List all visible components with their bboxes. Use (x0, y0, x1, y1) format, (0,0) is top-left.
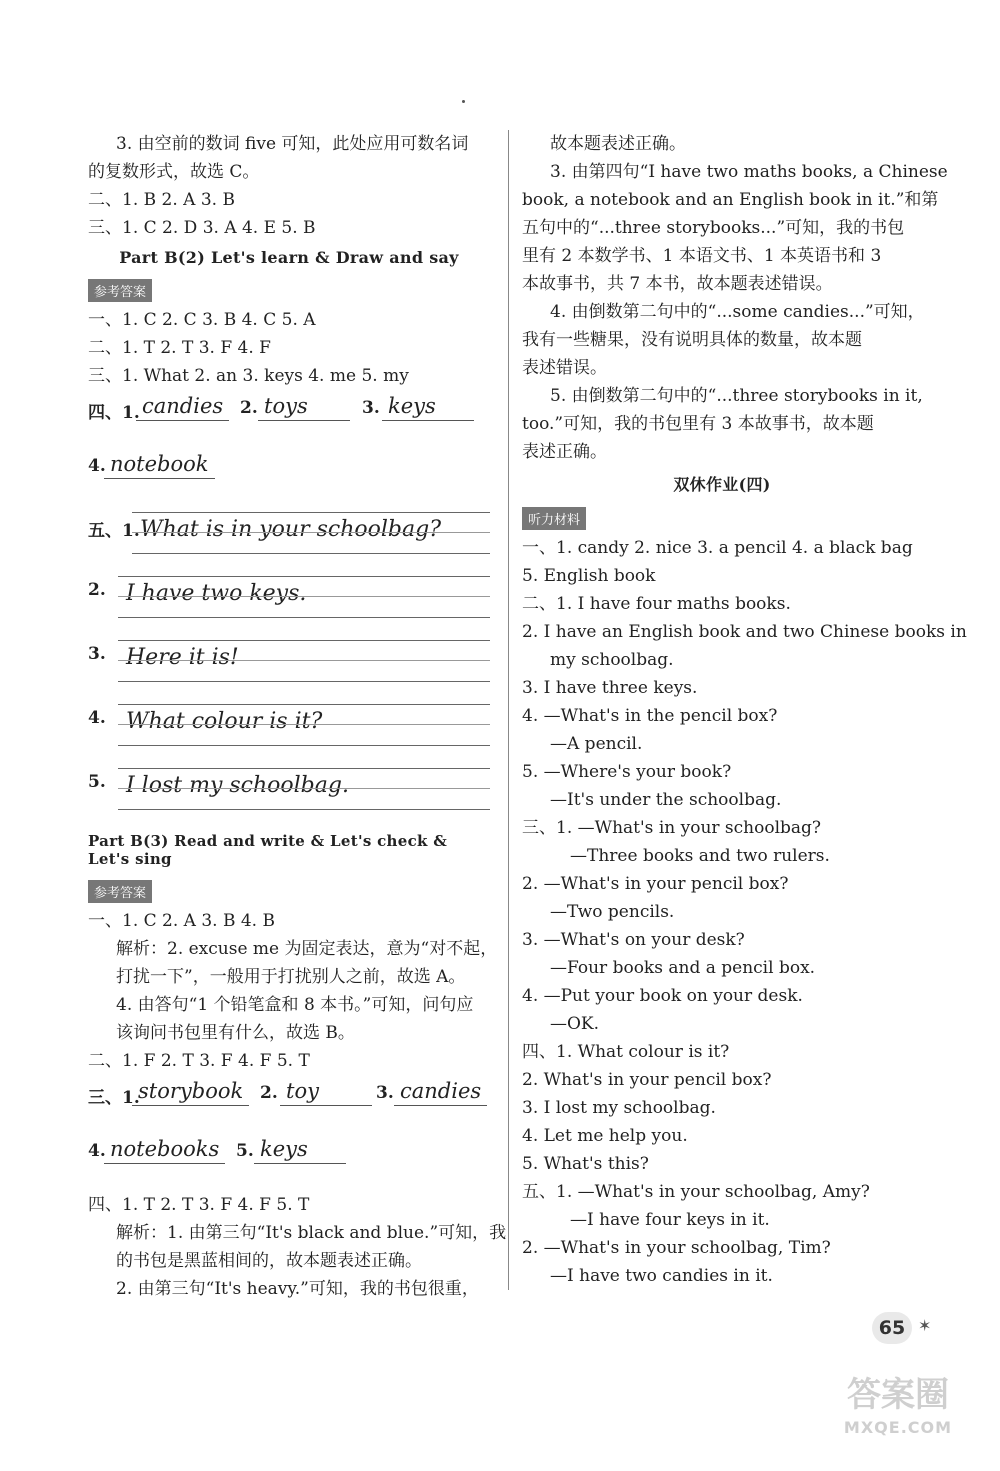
explain-line: 4. 由倒数第二句中的“...some candies...”可知， (550, 302, 925, 322)
handwritten-answer: notebook (104, 452, 215, 479)
writing-row (88, 762, 490, 826)
explain-line: book, a notebook and an English book in it.”和第 (522, 190, 939, 210)
listening-line: —It's under the schoolbag. (550, 790, 782, 810)
explain-line: 4. 由答句“1 个铅笔盒和 8 本书。”可知，问句应 (116, 995, 474, 1015)
listening-line: 一、1. candy 2. nice 3. a pencil 4. a black bag (522, 538, 913, 558)
handwriting-row (88, 1075, 490, 1133)
answer-line: 一、1. C 2. A 3. B 4. B (88, 911, 275, 931)
star-icon: ✶ (918, 1316, 932, 1335)
handwriting-row (88, 390, 490, 448)
item-number: 3. (376, 1083, 394, 1103)
item-number: 三、1. (88, 1088, 140, 1108)
listening-line: 2. I have an English book and two Chinese books in (522, 622, 967, 642)
item-number: 4. (88, 708, 106, 728)
explain-line: 3. 由空前的数词 five 可知，此处应用可数名词 (116, 134, 469, 154)
listening-line: 4. Let me help you. (522, 1126, 688, 1146)
listening-line: my schoolbag. (550, 650, 674, 670)
handwriting-row (88, 448, 490, 506)
item-number: 3. (362, 398, 380, 418)
handwritten-sentence: What colour is it? (126, 709, 323, 734)
item-number: 4. (88, 456, 106, 476)
listening-line: —I have two candies in it. (550, 1266, 773, 1286)
item-number: 2. (240, 398, 258, 418)
left-column (88, 130, 507, 1303)
explain-line: 解析：1. 由第三句“It's black and blue.”可知，我 (116, 1223, 507, 1243)
item-number: 2. (88, 580, 106, 600)
answer-line: 三、1. What 2. an 3. keys 4. me 5. my (88, 366, 409, 386)
handwriting-row (88, 1133, 490, 1191)
handwritten-answer: candies (394, 1079, 487, 1106)
answer-line: 二、1. F 2. T 3. F 4. F 5. T (88, 1051, 310, 1071)
listening-line: —OK. (550, 1014, 600, 1034)
writing-row (88, 634, 490, 698)
page-number: 65 (872, 1312, 912, 1344)
listening-line: 五、1. —What's in your schoolbag, Amy? (522, 1182, 870, 1202)
handwritten-answer: notebooks (104, 1137, 225, 1164)
item-number: 五、1. (88, 521, 140, 541)
listening-line: 四、1. What colour is it? (522, 1042, 730, 1062)
handwritten-answer: toy (280, 1079, 372, 1106)
handwritten-answer: keys (254, 1137, 346, 1164)
listening-line: 3. I have three keys. (522, 678, 698, 698)
explain-line: 故本题表述正确。 (550, 134, 686, 154)
listening-line: 5. English book (522, 566, 656, 586)
explain-line: 2. 由第三句“It's heavy.”可知，我的书包很重， (116, 1279, 479, 1299)
listening-line: 三、1. —What's in your schoolbag? (522, 818, 822, 838)
explain-line: 解析：2. excuse me 为固定表达，意为“对不起， (116, 939, 498, 959)
item-number: 2. (260, 1083, 278, 1103)
answer-line-san: 三、1. C 2. D 3. A 4. E 5. B (88, 218, 316, 238)
explain-line: 的复数形式，故选 C。 (88, 162, 260, 182)
answer-line: 二、1. T 2. T 3. F 4. F (88, 338, 271, 358)
explain-line: 5. 由倒数第二句中的“...three storybooks in it, (550, 386, 923, 406)
explain-line: 该询问书包里有什么，故选 B。 (116, 1023, 355, 1043)
listening-line: 二、1. I have four maths books. (522, 594, 791, 614)
writing-row (88, 698, 490, 762)
scan-dot (462, 100, 465, 103)
listening-line: 4. —Put your book on your desk. (522, 986, 803, 1006)
listening-line: 4. —What's in the pencil box? (522, 706, 778, 726)
listening-line: 5. What's this? (522, 1154, 649, 1174)
section-title-weekend: 双休作业(四) (673, 475, 771, 494)
explain-line: 五句中的“...three storybooks...”可知，我的书包 (522, 218, 905, 238)
handwritten-sentence: What is in your schoolbag? (140, 517, 441, 542)
reference-answer-tag: 参考答案 (88, 279, 152, 302)
listening-line: 2. What's in your pencil box? (522, 1070, 772, 1090)
listening-line: —Four books and a pencil box. (550, 958, 816, 978)
section-title-b2: Part B(2) Let's learn & Draw and say (119, 248, 459, 267)
item-number: 5. (88, 772, 106, 792)
answer-line: 一、1. C 2. C 3. B 4. C 5. A (88, 310, 316, 330)
explain-line: 打扰一下”，一般用于打扰别人之前，故选 A。 (116, 967, 466, 987)
right-column (522, 130, 967, 1290)
handwritten-answer: storybook (132, 1079, 249, 1106)
explain-line: 表述错误。 (522, 358, 607, 378)
column-divider (508, 130, 509, 1290)
explain-line: 里有 2 本数学书、1 本语文书、1 本英语书和 3 (522, 246, 882, 266)
listening-line: 2. —What's in your pencil box? (522, 874, 789, 894)
listening-line: —Two pencils. (550, 902, 675, 922)
reference-answer-tag: 参考答案 (88, 880, 152, 903)
listening-line: —Three books and two rulers. (570, 846, 830, 866)
listening-line: 2. —What's in your schoolbag, Tim? (522, 1238, 831, 1258)
answer-line-er: 二、1. B 2. A 3. B (88, 190, 235, 210)
explain-line: 我有一些糖果，没有说明具体的数量，故本题 (522, 330, 862, 350)
explain-line: 表述正确。 (522, 442, 607, 462)
watermark-url: MXQE.COM (843, 1418, 953, 1437)
item-number: 3. (88, 644, 106, 664)
watermark-logo (808, 1375, 988, 1445)
listening-line: —A pencil. (550, 734, 643, 754)
explain-line: too.”可知，我的书包里有 3 本故事书，故本题 (522, 414, 874, 434)
watermark-text: 答案圈 (847, 1375, 949, 1415)
handwritten-sentence: Here it is! (126, 645, 239, 670)
listening-line: —I have four keys in it. (570, 1210, 770, 1230)
handwritten-sentence: I have two keys. (126, 581, 307, 606)
explain-line: 3. 由第四句“I have two maths books, a Chinese (550, 162, 948, 182)
explain-line: 的书包是黑蓝相间的，故本题表述正确。 (116, 1251, 422, 1271)
explain-line: 本故事书，共 7 本书，故本题表述错误。 (522, 274, 833, 294)
item-number: 四、1. (88, 403, 140, 423)
writing-row (88, 506, 490, 570)
handwritten-answer: toys (258, 394, 350, 421)
listening-line: 3. —What's on your desk? (522, 930, 745, 950)
listening-material-tag: 听力材料 (522, 507, 586, 530)
answer-line: 四、1. T 2. T 3. F 4. F 5. T (88, 1195, 310, 1215)
item-number: 4. (88, 1141, 106, 1161)
listening-line: 5. —Where's your book? (522, 762, 732, 782)
listening-line: 3. I lost my schoolbag. (522, 1098, 716, 1118)
handwritten-sentence: I lost my schoolbag. (126, 773, 349, 798)
item-number: 5. (236, 1141, 254, 1161)
writing-row (88, 570, 490, 634)
handwritten-answer: candies (136, 394, 229, 421)
section-title-b3: Part B(3) Read and write & Let's check & Let's sing (88, 832, 448, 868)
handwritten-answer: keys (382, 394, 474, 421)
